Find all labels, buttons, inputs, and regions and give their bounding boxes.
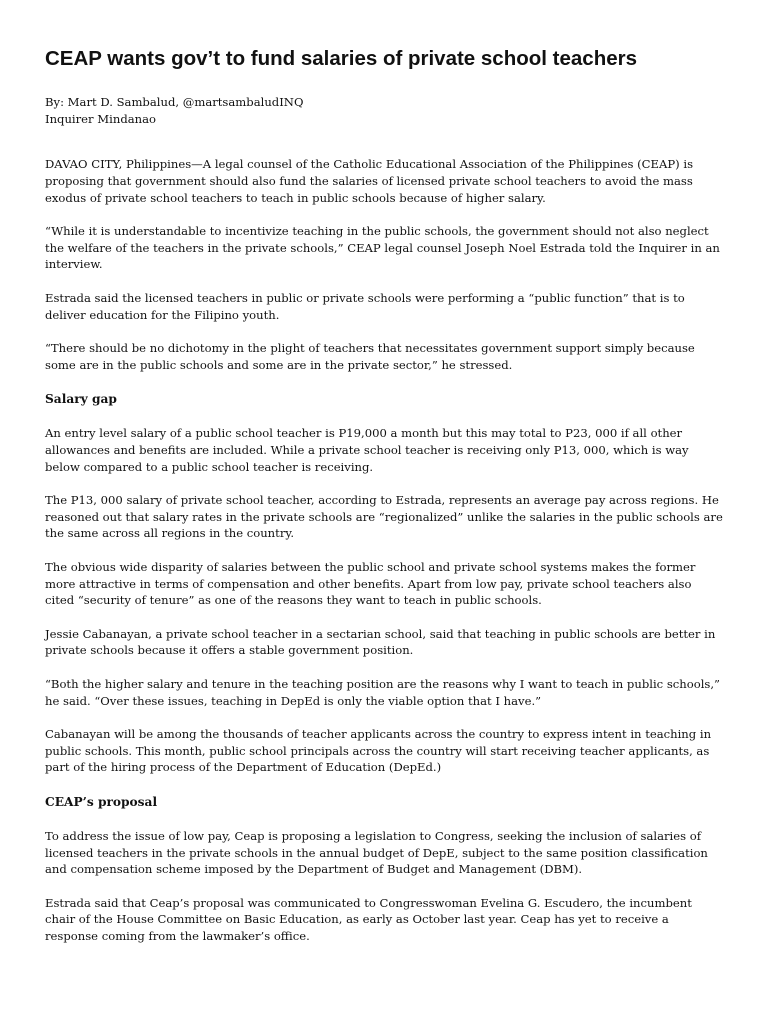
paragraph: Estrada said that Ceap’s proposal was communicated to Congresswoman Evelina G. Escudero, the incumbent chair of the House Committee on Basic Education, as early as October last year. Ceap has yet to receive a response coming from the lawmaker’s office. xyxy=(45,895,692,944)
paragraph: DAVAO CITY, Philippines—A legal counsel of the Catholic Educational Association of the Philippines (CEAP) is proposing that government should also fund the salaries of licensed private school teachers to avoid the mass exodus of private school teachers to teach in public schools because of higher salary. xyxy=(45,157,694,205)
paragraph: An entry level salary of a public school teacher is P19,000 a month but this may total to P23, 000 if all other allowances and benefits are included. While a private school teacher is receiving only P13, 000, which is way below compared to a public school teacher is receiving. xyxy=(45,425,689,474)
paragraph: Estrada said the licensed teachers in public or private schools were performing a “public function” that is to deliver education for the Filipino youth. xyxy=(45,290,685,322)
paragraph: “While it is understandable to incentivize teaching in the public schools, the government should not also neglect the welfare of the teachers in the private schools,” CEAP legal counsel Joseph Noel Estrada told the Inquirer in an interview. xyxy=(45,223,720,272)
paragraph: Cabanayan will be among the thousands of teacher applicants across the country to express intent in teaching in public schools. This month, public school principals across the country will start receiving teacher applicants, as part of the hiring process of the Department of Education (DepEd.) xyxy=(45,726,712,775)
article-body xyxy=(45,156,723,945)
byline-block xyxy=(45,94,723,128)
article-title: CEAP wants gov’t to fund salaries of private school teachers xyxy=(45,47,637,70)
outlet-line: Inquirer Mindanao xyxy=(45,112,157,126)
paragraph: Jessie Cabanayan, a private school teacher in a sectarian school, said that teaching in public schools are better in private schools because it offers a stable government position. xyxy=(45,626,716,658)
paragraph: The P13, 000 salary of private school teacher, according to Estrada, represents an average pay across regions. He reasoned out that salary rates in the private schools are “regionalized” unlike the salaries in the public schools are the same across all regions in the country. xyxy=(45,492,723,541)
section-heading-salary-gap: Salary gap xyxy=(45,391,117,406)
paragraph: The obvious wide disparity of salaries between the public school and private school systems makes the former more attractive in terms of compensation and other benefits. Apart from low pay, private school teachers also cited “security of tenure” as one of the reasons they want to teach in public schools. xyxy=(45,559,696,608)
author-line: By: Mart D. Sambalud, @martsambaludINQ xyxy=(45,95,304,109)
paragraph: “There should be no dichotomy in the plight of teachers that necessitates government support simply because some are in the public schools and some are in the private sector,” he stressed. xyxy=(45,340,695,372)
paragraph: “Both the higher salary and tenure in the teaching position are the reasons why I want to teach in public schools,” he said. “Over these issues, teaching in DepEd is only the viable option that I have.” xyxy=(45,676,720,708)
paragraph: To address the issue of low pay, Ceap is proposing a legislation to Congress, seeking the inclusion of salaries of licensed teachers in the private schools in the annual budget of DepE, subject to the same position classification and compensation scheme imposed by the Department of Budget and Management (DBM). xyxy=(45,828,708,877)
section-heading-ceap-proposal: CEAP’s proposal xyxy=(45,794,158,809)
